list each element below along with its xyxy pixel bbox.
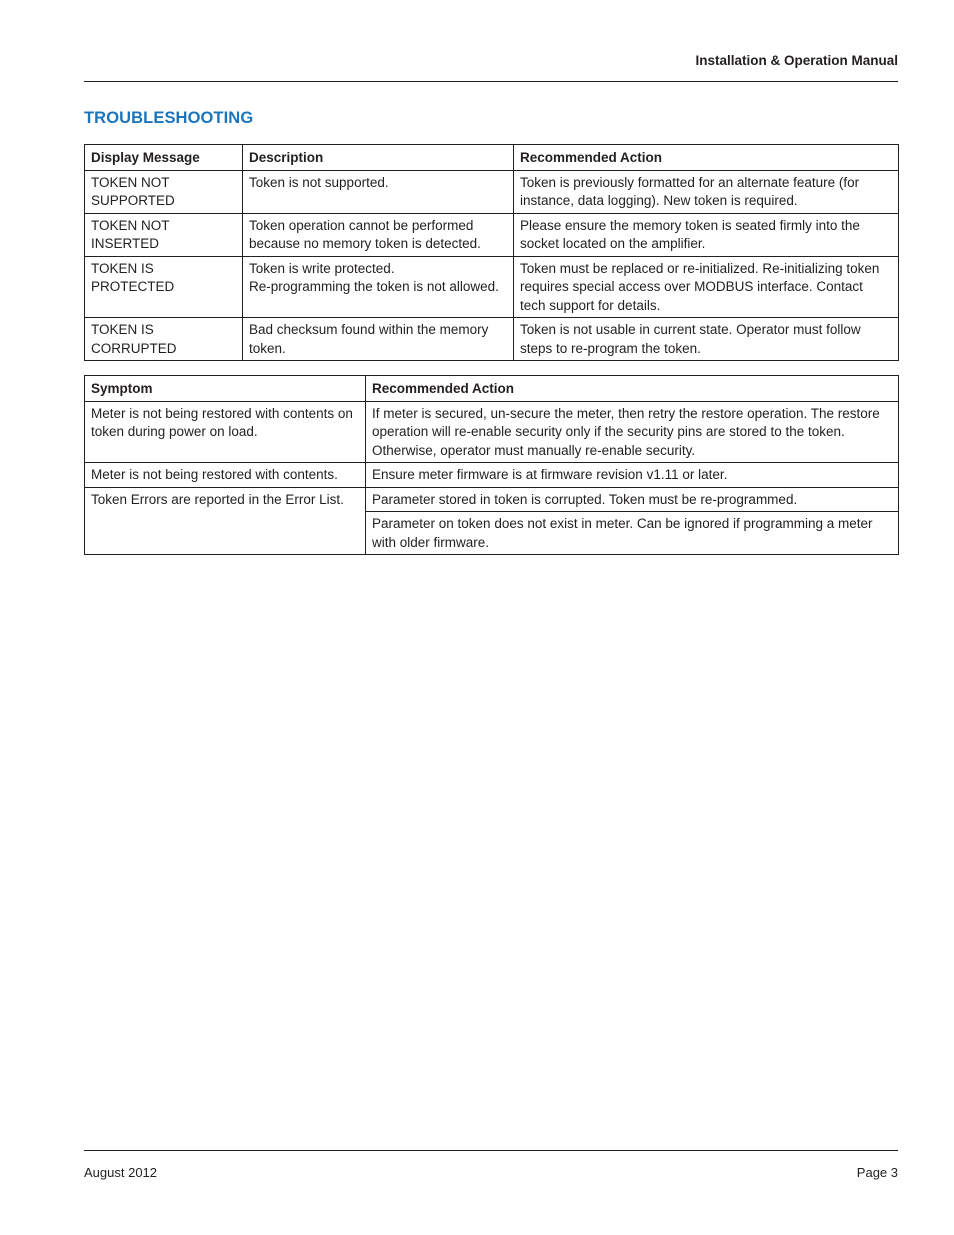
table-row: [85, 463, 899, 488]
document-header-title: Installation & Operation Manual: [695, 53, 898, 68]
display-message-cell: TOKEN NOT SUPPORTED: [85, 170, 243, 213]
table-header-row: [85, 145, 899, 171]
table-row: [85, 170, 899, 213]
description-cell: [243, 256, 514, 318]
page-number: Page 3: [856, 1165, 898, 1180]
symptom-cell: Meter is not being restored with contents on token during power on load.: [85, 401, 366, 463]
column-header-recommended-action: Recommended Action: [514, 145, 899, 171]
table-row: [85, 487, 899, 512]
section-title: TROUBLESHOOTING: [84, 109, 254, 127]
footer-divider: [84, 1150, 898, 1151]
header-divider: [84, 81, 898, 82]
description-line: Re-programming the token is not allowed.: [249, 279, 499, 294]
display-message-cell: TOKEN NOT INSERTED: [85, 213, 243, 256]
column-header-recommended-action: Recommended Action: [366, 376, 899, 402]
column-header-symptom: Symptom: [85, 376, 366, 402]
description-line: Token is write protected.: [249, 260, 395, 276]
table-row: [85, 213, 899, 256]
recommended-action-cell: Parameter stored in token is corrupted. Token must be re-programmed.: [366, 487, 899, 512]
symptom-table: [84, 375, 899, 555]
table-row: [85, 318, 899, 361]
table-row: [85, 256, 899, 318]
symptom-cell: Token Errors are reported in the Error List.: [85, 487, 366, 555]
recommended-action-cell: Token must be replaced or re-initialized. Re-initializing token requires special access over MODBUS interface. Contact tech support for details.: [514, 256, 899, 318]
recommended-action-cell: Token is previously formatted for an alternate feature (for instance, data logging). New token is required.: [514, 170, 899, 213]
recommended-action-cell: Ensure meter firmware is at firmware revision v1.11 or later.: [366, 463, 899, 488]
description-cell: Bad checksum found within the memory token.: [243, 318, 514, 361]
display-message-table: [84, 144, 899, 361]
footer-date: August 2012: [84, 1165, 158, 1180]
description-cell: Token is not supported.: [243, 170, 514, 213]
recommended-action-cell: Parameter on token does not exist in meter. Can be ignored if programming a meter with older firmware.: [366, 512, 899, 555]
recommended-action-cell: If meter is secured, un-secure the meter, then retry the restore operation. The restore operation will re-enable security only if the security pins are stored to the token. Otherwise, operator must manually re-enable security.: [366, 401, 899, 463]
symptom-cell: Meter is not being restored with contents.: [85, 463, 366, 488]
column-header-description: Description: [243, 145, 514, 171]
recommended-action-cell: Token is not usable in current state. Operator must follow steps to re-program the token.: [514, 318, 899, 361]
display-message-cell: TOKEN IS CORRUPTED: [85, 318, 243, 361]
display-message-cell: TOKEN IS PROTECTED: [85, 256, 243, 318]
recommended-action-cell: Please ensure the memory token is seated firmly into the socket located on the amplifier.: [514, 213, 899, 256]
table-row: [85, 401, 899, 463]
table-header-row: [85, 376, 899, 402]
column-header-display-message: Display Message: [85, 145, 243, 171]
description-cell: Token operation cannot be performed because no memory token is detected.: [243, 213, 514, 256]
